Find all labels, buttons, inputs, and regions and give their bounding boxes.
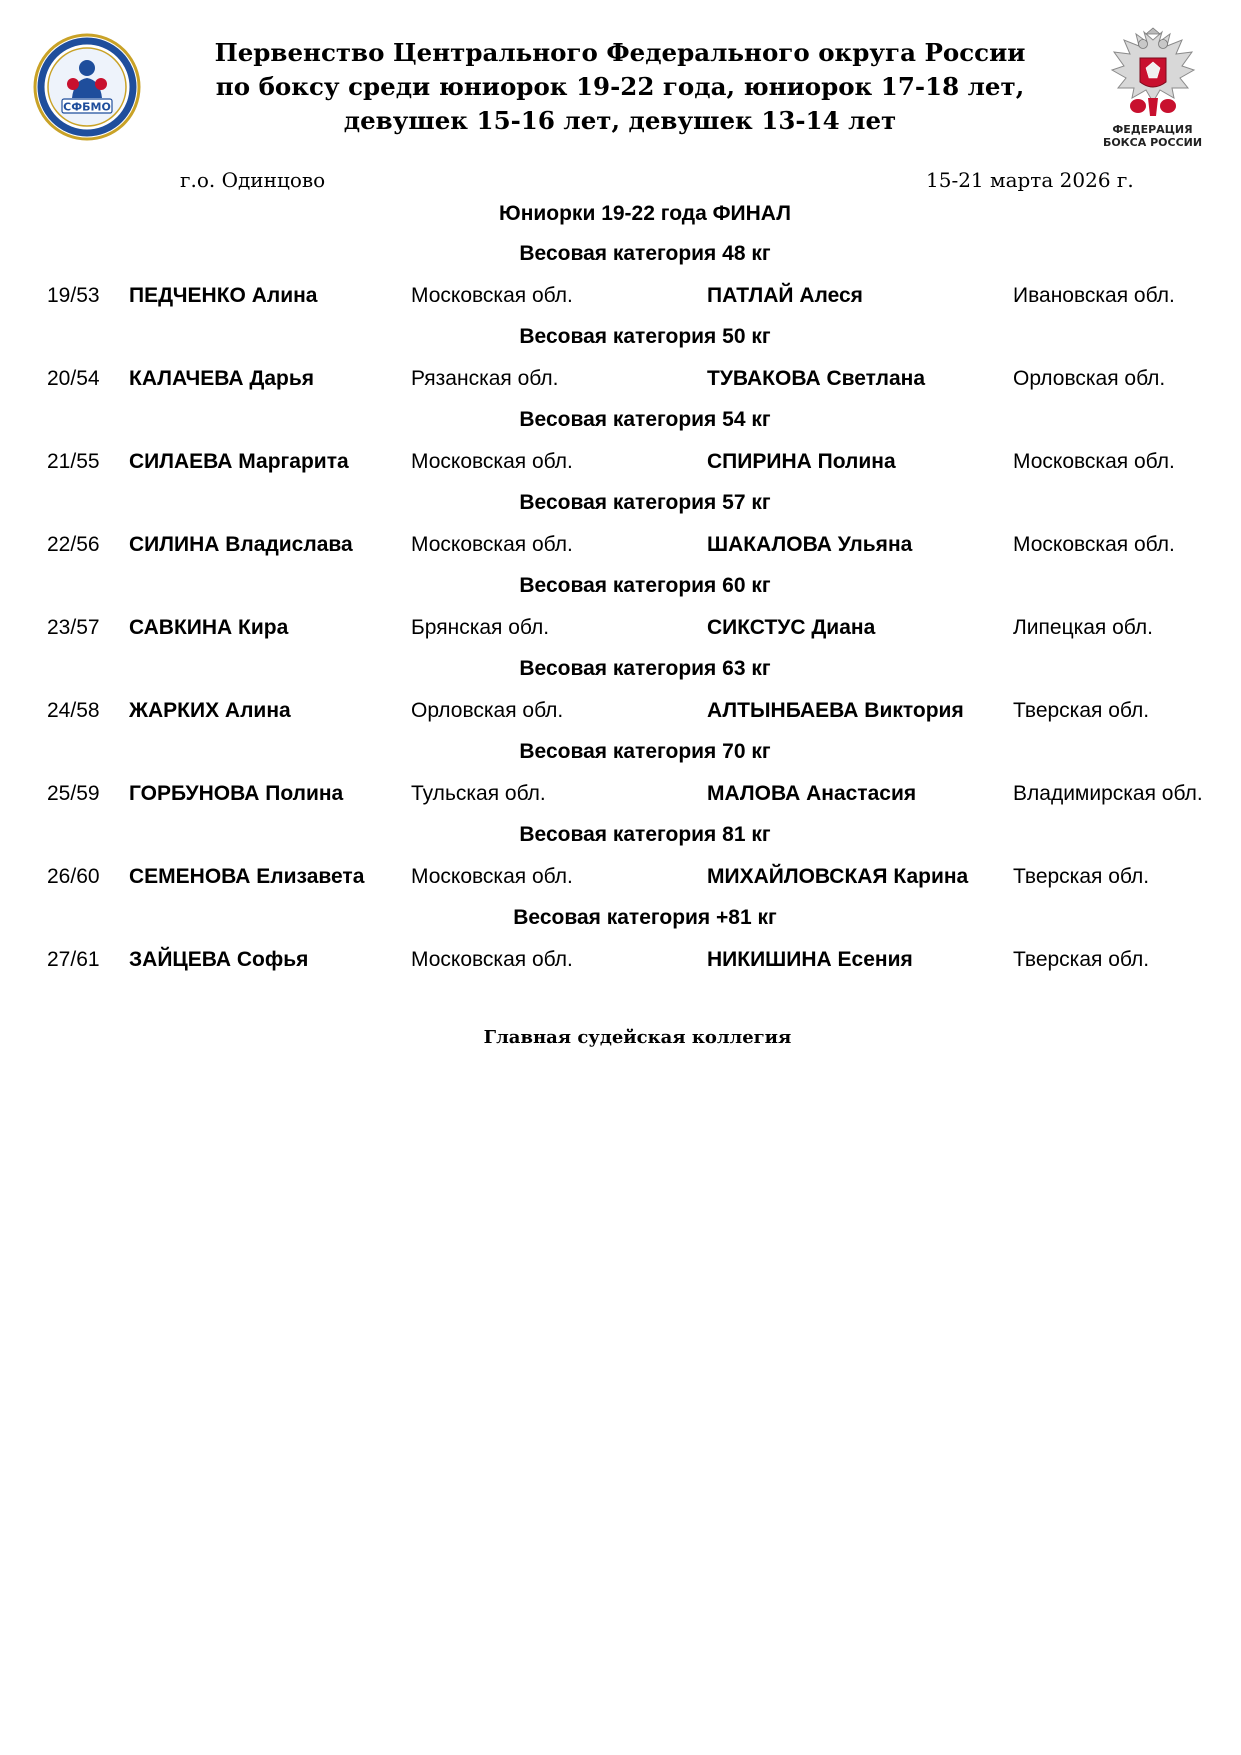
weight-category: Весовая категория 60 кг bbox=[519, 574, 771, 597]
boxer-red-region: Московская обл. bbox=[411, 533, 573, 556]
weight-group bbox=[0, 904, 1241, 987]
boxing-federation-logo bbox=[1095, 26, 1210, 156]
boxer-blue-name: СПИРИНА Полина bbox=[707, 450, 896, 473]
bout-row bbox=[0, 948, 1241, 976]
boxer-blue-region: Тверская обл. bbox=[1013, 865, 1150, 888]
title-line-2: по боксу среди юниорок 19-22 года, юниорок 17-18 лет, bbox=[215, 72, 1025, 101]
bout-row bbox=[0, 367, 1241, 395]
bout-number: 21/55 bbox=[47, 450, 100, 473]
weight-category: Весовая категория 57 кг bbox=[519, 491, 771, 514]
boxer-red-name: СИЛАЕВА Маргарита bbox=[129, 450, 349, 473]
boxer-red-region: Московская обл. bbox=[411, 948, 573, 971]
boxer-blue-region: Липецкая обл. bbox=[1013, 616, 1153, 639]
weight-group bbox=[0, 406, 1241, 489]
weight-category: Весовая категория 54 кг bbox=[519, 408, 771, 431]
weight-category: Весовая категория 48 кг bbox=[519, 242, 771, 265]
boxer-blue-name: НИКИШИНА Есения bbox=[707, 948, 913, 971]
boxer-red-name: КАЛАЧЕВА Дарья bbox=[129, 367, 315, 390]
bout-number: 26/60 bbox=[47, 865, 100, 888]
boxer-blue-region: Московская обл. bbox=[1013, 450, 1175, 473]
sfbmo-logo-icon bbox=[32, 32, 142, 142]
federation-caption-line-1: ФЕДЕРАЦИЯ bbox=[1112, 123, 1193, 136]
boxer-red-region: Московская обл. bbox=[411, 284, 573, 307]
sfbmo-logo bbox=[32, 32, 142, 142]
weight-group bbox=[0, 821, 1241, 904]
bout-number: 27/61 bbox=[47, 948, 100, 971]
weight-category: Весовая категория 70 кг bbox=[519, 740, 771, 763]
boxer-blue-name: МИХАЙЛОВСКАЯ Карина bbox=[707, 865, 969, 888]
weight-group bbox=[0, 738, 1241, 821]
federation-caption-line-2: БОКСА РОССИИ bbox=[1102, 136, 1203, 149]
boxer-red-name: ПЕДЧЕНКО Алина bbox=[129, 284, 318, 307]
boxer-red-name: ГОРБУНОВА Полина bbox=[129, 782, 344, 805]
double-headed-eagle-icon bbox=[1108, 26, 1198, 122]
bout-row bbox=[0, 284, 1241, 312]
bout-row bbox=[0, 865, 1241, 893]
boxer-red-name: СИЛИНА Владислава bbox=[129, 533, 353, 556]
bouts-list bbox=[0, 240, 1241, 987]
bout-number: 24/58 bbox=[47, 699, 100, 722]
boxer-red-region: Орловская обл. bbox=[411, 699, 564, 722]
bout-row bbox=[0, 782, 1241, 810]
bout-row bbox=[0, 616, 1241, 644]
event-dates: 15-21 марта 2026 г. bbox=[926, 168, 1134, 192]
boxer-blue-region: Ивановская обл. bbox=[1013, 284, 1175, 307]
boxer-red-region: Московская обл. bbox=[411, 450, 573, 473]
weight-group bbox=[0, 240, 1241, 323]
boxer-red-region: Московская обл. bbox=[411, 865, 573, 888]
weight-group bbox=[0, 323, 1241, 406]
boxer-red-region: Рязанская обл. bbox=[411, 367, 559, 390]
judging-panel-signature: Главная судейская коллегия bbox=[483, 1027, 792, 1048]
bout-number: 25/59 bbox=[47, 782, 100, 805]
bout-row bbox=[0, 533, 1241, 561]
boxer-red-region: Тульская обл. bbox=[411, 782, 546, 805]
page-title bbox=[170, 36, 1070, 138]
bout-number: 22/56 bbox=[47, 533, 100, 556]
event-city: г.о. Одинцово bbox=[180, 168, 326, 192]
sfbmo-logo-text: СФБМО bbox=[63, 100, 111, 114]
boxer-red-name: ЗАЙЦЕВА Софья bbox=[129, 948, 309, 971]
boxer-red-region: Брянская обл. bbox=[411, 616, 550, 639]
boxer-blue-name: ШАКАЛОВА Ульяна bbox=[707, 533, 913, 556]
boxer-blue-region: Тверская обл. bbox=[1013, 699, 1150, 722]
weight-group bbox=[0, 572, 1241, 655]
boxer-blue-name: ПАТЛАЙ Алеся bbox=[707, 284, 863, 307]
boxer-blue-region: Тверская обл. bbox=[1013, 948, 1150, 971]
weight-category: Весовая категория 50 кг bbox=[519, 325, 771, 348]
federation-logo-caption bbox=[1095, 123, 1210, 149]
weight-group bbox=[0, 655, 1241, 738]
title-line-3: девушек 15-16 лет, девушек 13-14 лет bbox=[343, 106, 897, 135]
boxer-blue-name: МАЛОВА Анастасия bbox=[707, 782, 917, 805]
boxer-red-name: ЖАРКИХ Алина bbox=[129, 699, 291, 722]
boxer-red-name: СЕМЕНОВА Елизавета bbox=[129, 865, 365, 888]
bout-row bbox=[0, 450, 1241, 478]
weight-group bbox=[0, 489, 1241, 572]
boxer-blue-name: СИКСТУС Диана bbox=[707, 616, 876, 639]
weight-category: Весовая категория +81 кг bbox=[513, 906, 777, 929]
title-line-1: Первенство Центрального Федерального округа России bbox=[214, 38, 1026, 67]
boxer-blue-region: Владимирская обл. bbox=[1013, 782, 1203, 805]
boxer-blue-region: Московская обл. bbox=[1013, 533, 1175, 556]
bout-number: 19/53 bbox=[47, 284, 100, 307]
bout-number: 23/57 bbox=[47, 616, 100, 639]
weight-category: Весовая категория 63 кг bbox=[519, 657, 771, 680]
weight-category: Весовая категория 81 кг bbox=[519, 823, 771, 846]
bout-number: 20/54 bbox=[47, 367, 100, 390]
boxer-red-name: САВКИНА Кира bbox=[129, 616, 289, 639]
boxer-blue-region: Орловская обл. bbox=[1013, 367, 1166, 390]
boxer-blue-name: АЛТЫНБАЕВА Виктория bbox=[707, 699, 964, 722]
bout-row bbox=[0, 699, 1241, 727]
boxer-blue-name: ТУВАКОВА Светлана bbox=[707, 367, 926, 390]
section-title: Юниорки 19-22 года ФИНАЛ bbox=[499, 202, 791, 225]
